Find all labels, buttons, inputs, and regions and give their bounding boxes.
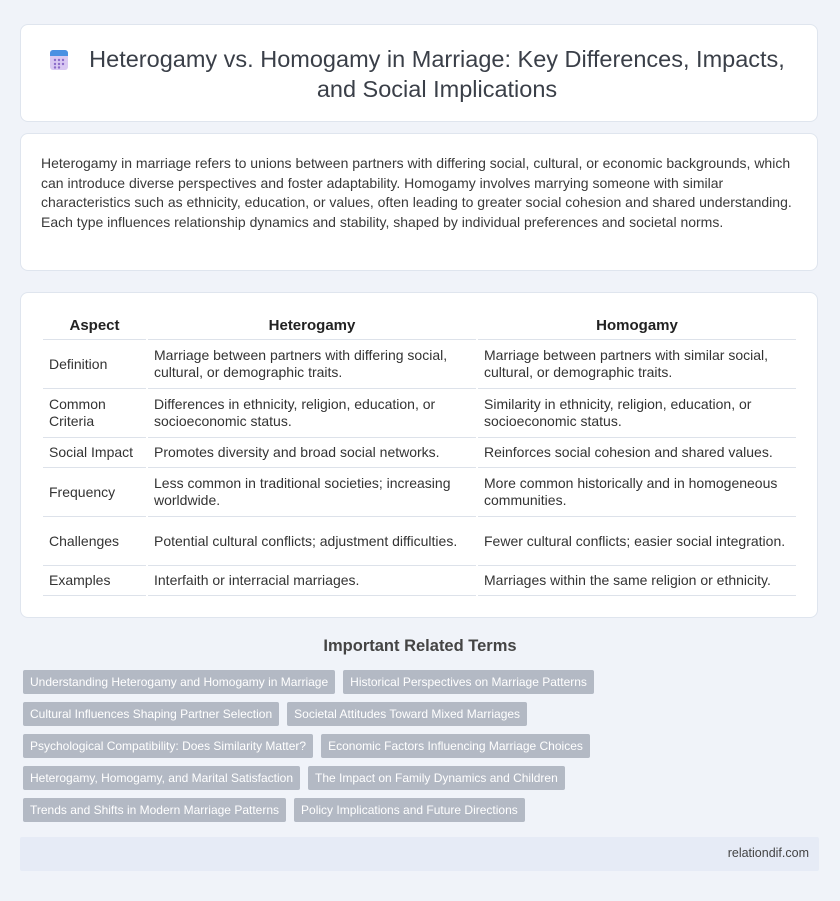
cell-aspect: Examples: [43, 566, 146, 596]
cell-homogamy: Similarity in ethnicity, religion, education, or socioeconomic status.: [478, 389, 796, 438]
comparison-card: [20, 292, 818, 618]
related-term-tag[interactable]: Psychological Compatibility: Does Similarity Matter?: [23, 734, 313, 758]
table-row: [43, 389, 796, 438]
related-term-tag[interactable]: The Impact on Family Dynamics and Children: [308, 766, 565, 790]
cell-homogamy: More common historically and in homogeneous communities.: [478, 468, 796, 517]
footer-site-link[interactable]: relationdif.com: [727, 846, 809, 860]
cell-heterogamy: Interfaith or interracial marriages.: [148, 566, 476, 596]
cell-heterogamy: Differences in ethnicity, religion, education, or socioeconomic status.: [148, 389, 476, 438]
related-term-tag[interactable]: Understanding Heterogamy and Homogamy in Marriage: [23, 670, 335, 694]
related-term-tag[interactable]: Cultural Influences Shaping Partner Selection: [23, 702, 279, 726]
header-homogamy: Homogamy: [478, 312, 796, 340]
table-row: [43, 566, 796, 596]
tag-row: [23, 670, 813, 694]
cell-heterogamy: Potential cultural conflicts; adjustment difficulties.: [148, 517, 476, 566]
title-card: [20, 24, 818, 122]
table-row: [43, 517, 796, 566]
cell-aspect: Social Impact: [43, 438, 146, 468]
tag-row: [23, 798, 813, 822]
intro-card: [20, 133, 818, 271]
related-term-tag[interactable]: Policy Implications and Future Directions: [294, 798, 525, 822]
cell-homogamy: Reinforces social cohesion and shared values.: [478, 438, 796, 468]
cell-aspect: Challenges: [43, 517, 146, 566]
header-heterogamy: Heterogamy: [148, 312, 476, 340]
cell-heterogamy: Less common in traditional societies; increasing worldwide.: [148, 468, 476, 517]
cell-homogamy: Marriage between partners with similar social, cultural, or demographic traits.: [478, 340, 796, 389]
table-row: [43, 438, 796, 468]
cell-heterogamy: Promotes diversity and broad social networks.: [148, 438, 476, 468]
tag-row: [23, 766, 813, 790]
cell-aspect: Common Criteria: [43, 389, 146, 438]
tag-row: [23, 734, 813, 758]
related-term-tag[interactable]: Heterogamy, Homogamy, and Marital Satisfaction: [23, 766, 300, 790]
header-aspect: Aspect: [43, 312, 146, 340]
cell-homogamy: Fewer cultural conflicts; easier social integration.: [478, 517, 796, 566]
cell-heterogamy: Marriage between partners with differing social, cultural, or demographic traits.: [148, 340, 476, 389]
page-title: Heterogamy vs. Homogamy in Marriage: Key Differences, Impacts, and Social Implications: [89, 46, 785, 102]
table-row: [43, 340, 796, 389]
related-term-tag[interactable]: Trends and Shifts in Modern Marriage Patterns: [23, 798, 286, 822]
cell-homogamy: Marriages within the same religion or ethnicity.: [478, 566, 796, 596]
related-terms-list: [23, 670, 813, 830]
comparison-table: [41, 312, 798, 596]
table-row: [43, 468, 796, 517]
intro-paragraph: Heterogamy in marriage refers to unions between partners with differing social, cultural, or economic backgrounds, which can introduce diverse perspectives and foster adaptability. Homogamy involves marrying someone with similar characteristics such as ethnicity, education, or values, often leading to greater social cohesion and shared understanding. Each type influences relationship dynamics and stability, shaped by individual preferences and societal norms.: [41, 155, 792, 230]
related-term-tag[interactable]: Historical Perspectives on Marriage Patterns: [343, 670, 594, 694]
cell-aspect: Frequency: [43, 468, 146, 517]
tag-row: [23, 702, 813, 726]
footer: [20, 837, 819, 871]
related-term-tag[interactable]: Economic Factors Influencing Marriage Choices: [321, 734, 590, 758]
related-terms-title: Important Related Terms: [323, 637, 517, 655]
related-term-tag[interactable]: Societal Attitudes Toward Mixed Marriages: [287, 702, 527, 726]
cell-aspect: Definition: [43, 340, 146, 389]
